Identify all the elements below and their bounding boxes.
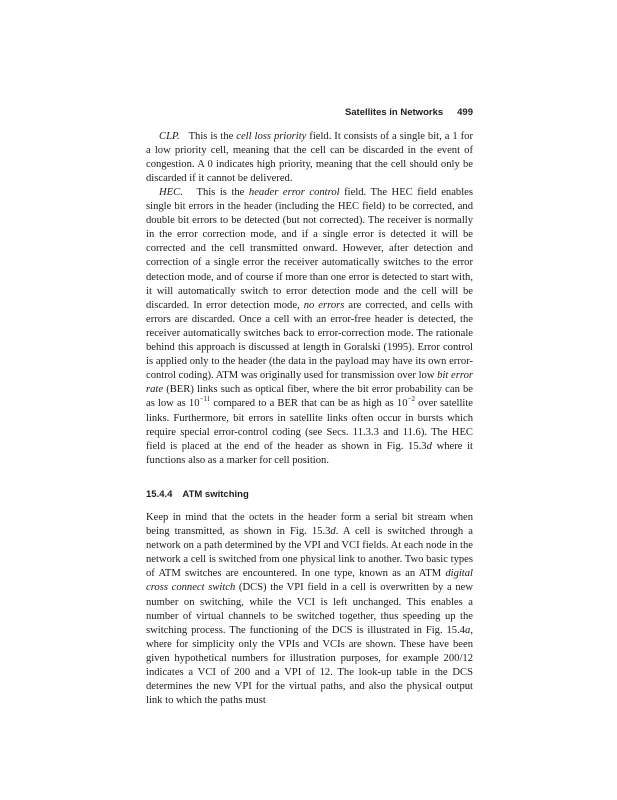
section-number: 15.4.4 (146, 489, 173, 500)
switching-text-2: . A cell is switched through a network on a path determined by the VPI and VCI fields. At each node in the network a cell is switched from one physical link to another. Two basic types of ATM switches are encountered. In one type, known as an ATM (146, 526, 473, 580)
hec-text-1: This is the (196, 187, 249, 198)
clp-lead: CLP. (159, 131, 180, 142)
hec-exponent-2: −2 (407, 394, 415, 403)
section-title: ATM switching (182, 489, 249, 500)
clp-text-2: field. It consists of a single bit, a 1 for a low priority cell, meaning that the cell can be discarded in the event of congestion. A 0 indicates high priority, meaning that the cell should only be discarded if it cannot be delivered. (146, 131, 473, 185)
hec-term-no-errors: no errors (303, 299, 345, 311)
switching-text-1: Keep in mind that the octets in the header form a serial bit stream when being transmitted, as shown in Fig. 15.3 (146, 512, 473, 538)
switching-term: digital cross connect switch (146, 568, 473, 594)
hec-paragraph (146, 186, 473, 468)
hec-text-2: field. The HEC field enables single bit errors in the header (including the HEC field) to be corrected, and double bit errors to be detected (but not corrected). The receiver is normally in the error correction mode, and if a single error is detected it will be corrected and the cell transmitted onward. However, after detection and correction of a single error the receiver automatically switches to the error detection mode, and of course if more than one error is detected to start with, it will automatically switch to error detection mode and the cell will be discarded. In error detection mode, (146, 187, 473, 311)
switching-figure-ref-2: a (465, 624, 471, 636)
hec-text-6: over satellite links. Furthermore, bit errors in satellite links often occur in bursts which require special error-control coding (see Secs. 11.3.3 and 11.6). The HEC field is placed at the end of the header as shown in Fig. 15.3 (146, 398, 473, 452)
switching-figure-ref-1: d (330, 526, 336, 538)
hec-lead: HEC. (159, 187, 183, 198)
hec-figure-ref: d (426, 440, 432, 452)
hec-text-3: are corrected, and cells with errors are discarded. Once a cell with an error-free header is detected, the receiver automatically switches back to error-correction mode. The rationale behind this approach is discussed at length in Goralski (1995). Error control is applied only to the header (the data in the payload may have its own error-control coding). ATM was originally used for transmission over low (146, 299, 473, 382)
hec-term-ber: bit error rate (146, 370, 473, 396)
running-header (146, 107, 473, 118)
hec-exponent-1: −11 (199, 394, 211, 403)
switching-paragraph (146, 511, 473, 708)
running-title: Satellites in Networks (344, 107, 444, 118)
hec-text-5: compared to a BER that can be as high as 10 (210, 398, 408, 410)
switching-text-4: , where for simplicity only the VPIs and VCIs are shown. These have been given hypothetical numbers for illustration purposes, for example 200/12 indicates a VCI of 200 and a VPI of 12. The look-up table in the DCS determines the new VPI for the virtual paths, and also the physical output link to which the paths must (146, 624, 473, 707)
hec-text-4: (BER) links such as optical fiber, where the bit error probability can be as low as 10 (146, 384, 473, 410)
clp-text-1: This is the (188, 131, 237, 142)
page-number: 499 (457, 107, 473, 118)
clp-term: cell loss priority (236, 131, 307, 142)
clp-paragraph (146, 130, 473, 186)
hec-term: header error control (248, 187, 340, 198)
section-heading (146, 489, 249, 500)
hec-text-7: where it functions also as a marker for cell position. (146, 440, 473, 466)
switching-text-3: (DCS) the VPI field in a cell is overwritten by a new number on switching, while the VCI is left unchanged. This enables a number of virtual channels to be switched together, thus speeding up the switching process. The functioning of the DCS is illustrated in Fig. 15.4 (146, 582, 473, 636)
